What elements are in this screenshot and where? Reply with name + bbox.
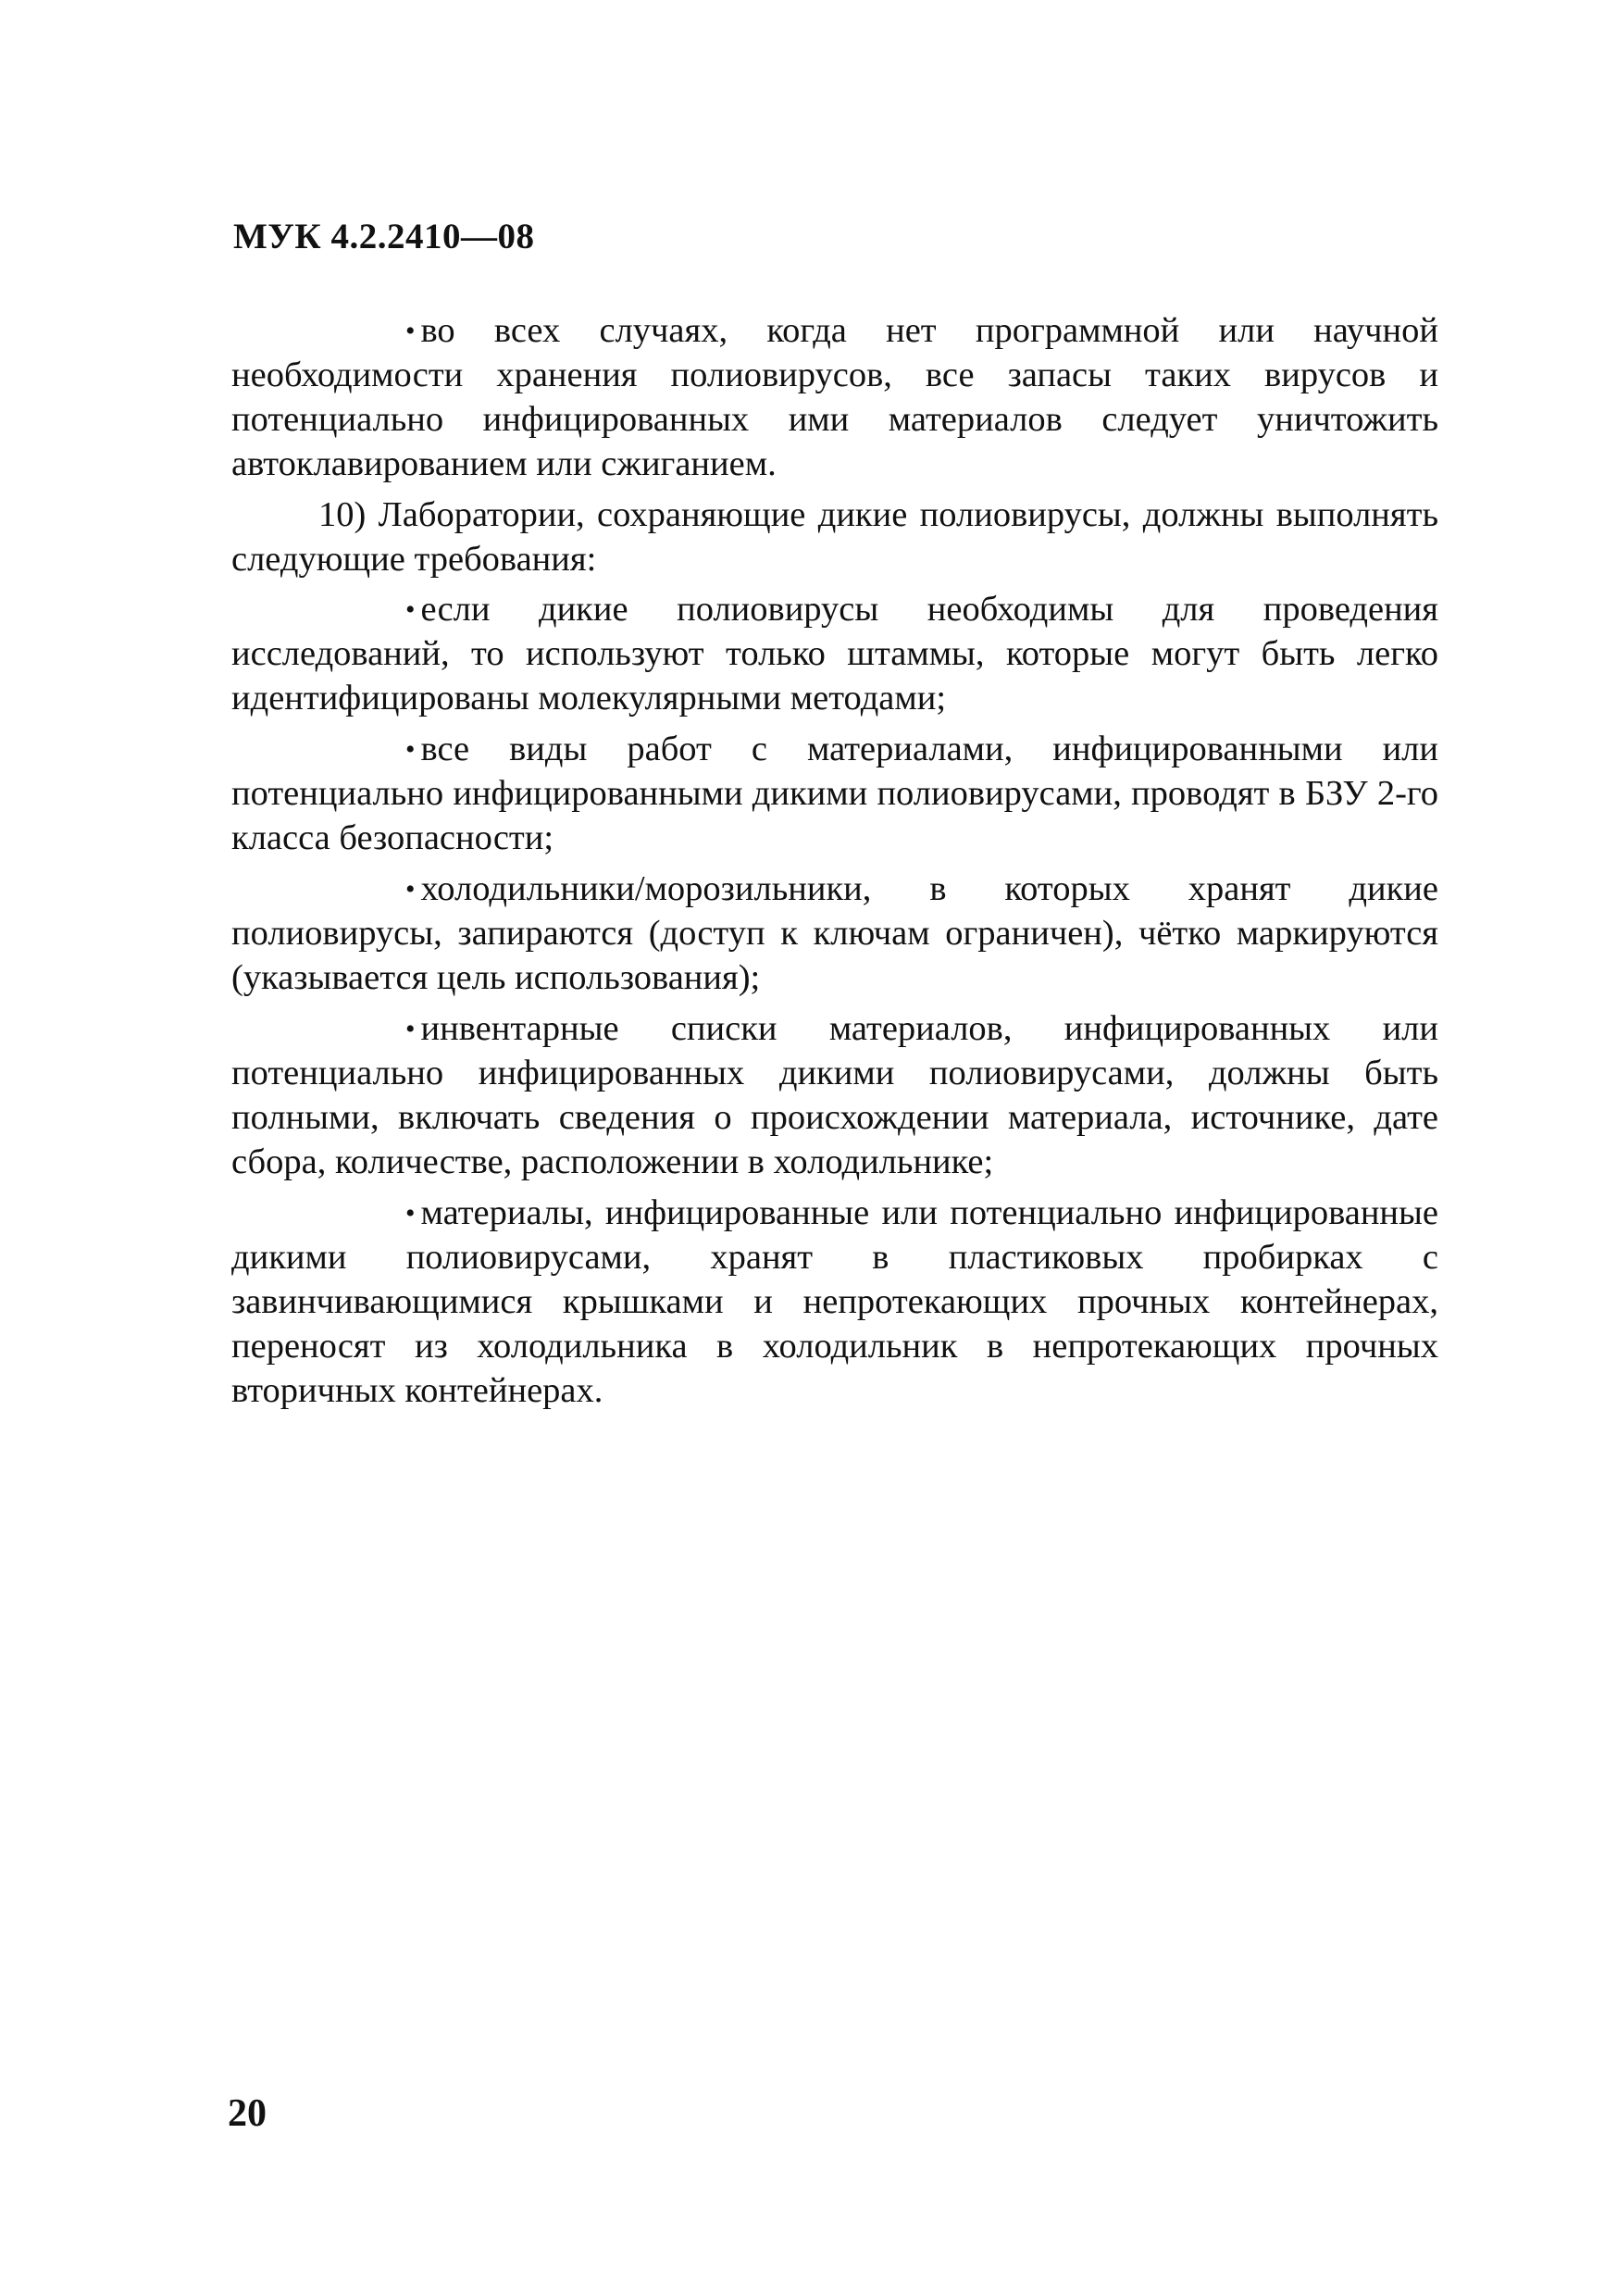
bullet-item-1 [231, 308, 1438, 486]
bullet-icon: • [405, 1014, 416, 1044]
numbered-item-10 [231, 493, 1438, 581]
paragraph-text: все виды работ с материалами, инфицированными или потенциально инфицированными дикими полиовирусами, проводят в БЗУ 2-го класса безопасности; [231, 730, 1438, 857]
bullet-item-6 [231, 1191, 1438, 1413]
bullet-icon: • [405, 1198, 416, 1229]
bullet-icon: • [405, 874, 416, 905]
page-number: 20 [228, 2092, 267, 2135]
bullet-item-4 [231, 867, 1438, 1000]
bullet-icon: • [405, 734, 416, 765]
paragraph-text: инвентарные списки материалов, инфицированных или потенциально инфицированных дикими полиовирусами, должны быть полными, включать сведения о происхождении материала, источнике, дате сбора, количестве, расположении в холодильнике; [231, 1009, 1438, 1181]
bullet-item-5 [231, 1006, 1438, 1184]
bullet-item-2 [231, 587, 1438, 720]
paragraph-text: материалы, инфицированные или потенциально инфицированные дикими полиовирусами, хранят в пластиковых пробирках с завинчивающимися крышками и непротекающих прочных контейнерах, переносят из холодильника в холодильник в непротекающих прочных вторичных контейнерах. [231, 1193, 1438, 1410]
document-code-header: МУК 4.2.2410—08 [233, 217, 535, 256]
bullet-item-3 [231, 727, 1438, 860]
bullet-icon: • [405, 594, 416, 625]
paragraph-text: если дикие полиовирусы необходимы для проведения исследований, то используют только штаммы, которые могут быть легко идентифицированы молекулярными методами; [231, 590, 1438, 718]
paragraph-text: во всех случаях, когда нет программной или научной необходимости хранения полиовирусов, все запасы таких вирусов и потенциально инфицированных ими материалов следует уничтожить автоклавированием или сжиганием. [231, 311, 1438, 483]
document-body [231, 308, 1438, 1419]
paragraph-text: 10) Лаборатории, сохраняющие дикие полиовирусы, должны выполнять следующие требования: [231, 495, 1438, 579]
bullet-icon: • [405, 316, 416, 346]
paragraph-text: холодильники/морозильники, в которых хранят дикие полиовирусы, запираются (доступ к ключам ограничен), чётко маркируются (указывается цель использования); [231, 869, 1438, 997]
